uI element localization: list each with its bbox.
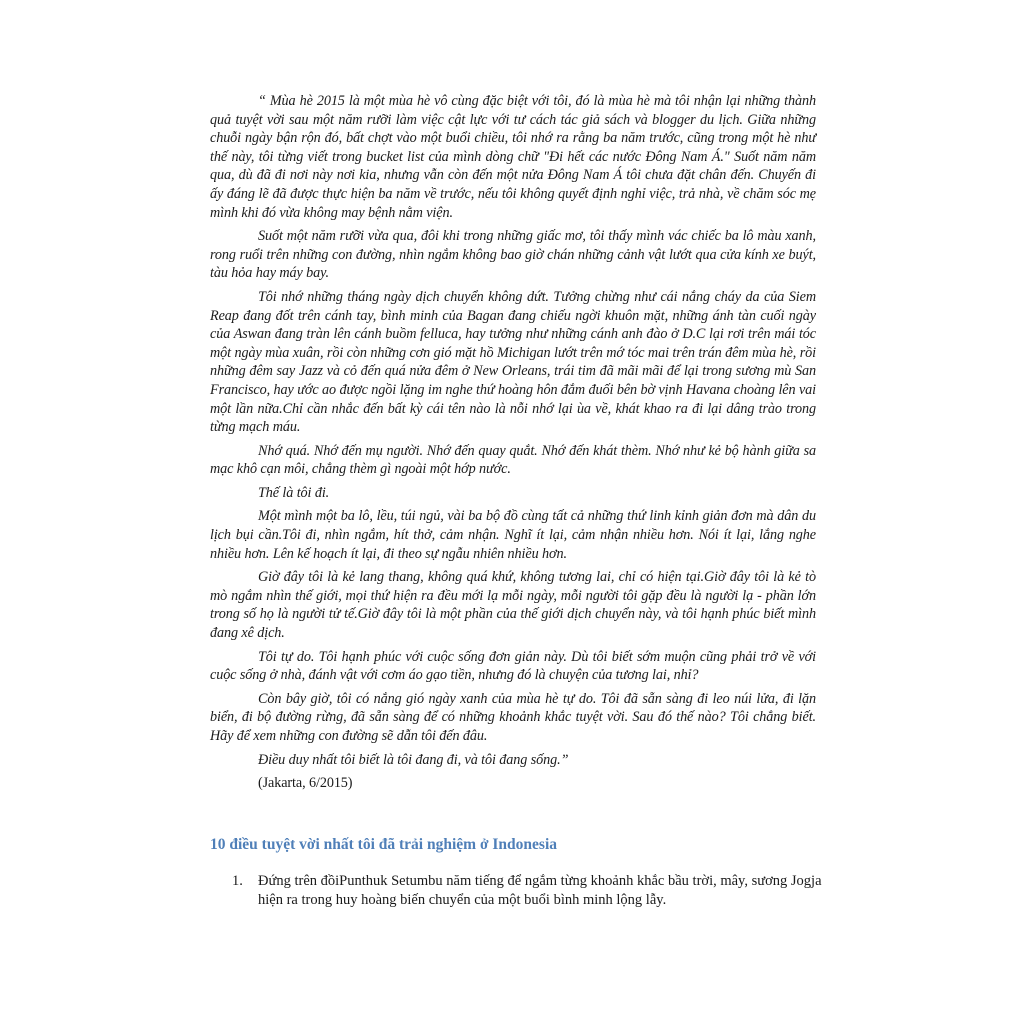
section-heading: 10 điều tuyệt vời nhất tôi đã trải nghiệm ở Indonesia [210,836,558,853]
paragraph: Tôi nhớ những tháng ngày dịch chuyển không dứt. Tưởng chừng như cái nắng cháy da của Siem Reap đang đốt trên cánh tay, bình minh của Bagan đang chiếu ngời khuôn mặt, những ánh tàn cuối ngày của Aswan đang tràn lên cánh buồm felluca, hay tưởng như những cánh anh đào ở D.C lại rơi trên mái tóc một ngày mùa xuân, rồi còn những cơn gió mặt hồ Michigan lướt trên mớ tóc mai trên trán đêm mùa hè, rồi những đêm say Jazz và cỏ đến quá nửa đêm ở New Orleans, trái tim đã mãi mãi để lại trong sương mù San Francisco, hay ước ao được ngồi lặng im nghe thứ hoàng hôn đắm đuối bên bờ vịnh Havana choàng lên vai một lần nữa.Chỉ cần nhắc đến bất kỳ cái tên nào là nỗi nhớ lại ùa về, khát khao ra đi lại dâng trào trong từng mạch máu. [210,288,816,436]
paragraph: Giờ đây tôi là kẻ lang thang, không quá khứ, không tương lai, chỉ có hiện tại.Giờ đây tôi là kẻ tò mò ngắm nhìn thế giới, mọi thứ hiện ra đều mới lạ mỗi ngày, mỗi người tôi gặp đều là người lạ - phần lớn trong số họ là người tử tế.Giờ đây tôi là một phần của thế giới dịch chuyển này, và tôi hạnh phúc biết mình đang xê dịch. [210,569,816,642]
paragraph: Thế là tôi đi. [258,484,330,501]
numbered-list [232,872,822,910]
paragraph: Điều duy nhất tôi biết là tôi đang đi, và tôi đang sống.” [258,751,569,768]
list-item [232,872,822,910]
paragraph: Nhớ quá. Nhớ đến mụ người. Nhớ đến quay quắt. Nhớ đến khát thèm. Nhớ như kẻ bộ hành giữa sa mạc khô cạn môi, chẳng thèm gì ngoài một hớp nước. [210,442,816,478]
paragraph: Còn bây giờ, tôi có nắng gió ngày xanh của mùa hè tự do. Tôi đã sẵn sàng đi leo núi lửa, đi lặn biển, đi bộ đường rừng, đã sẵn sàng để có những khoảnh khắc tuyệt vời. Sau đó thế nào? Tôi chẳng biết. Hãy để xem những con đường sẽ dẫn tôi đến đâu. [210,690,816,744]
paragraph: “ Mùa hè 2015 là một mùa hè vô cùng đặc biệt với tôi, đó là mùa hè mà tôi nhận lại những thành quả tuyệt vời sau một năm rưỡi làm việc cật lực với tư cách tác giả sách và blogger du lịch. Giữa những chuỗi ngày bận rộn đó, bất chợt vào một buổi chiều, tôi nhớ ra rằng ba năm trước, cũng trong một hè như thế này, tôi từng viết trong bucket list của mình dòng chữ "Đi hết các nước Đông Nam Á." Suốt năm năm qua, dù đã đi nơi này nơi kia, nhưng vẫn còn đến một nửa Đông Nam Á tôi chưa đặt chân đến. Chuyến đi ấy đáng lẽ đã được thực hiện ba năm về trước, nếu tôi không quyết định nghỉ việc, trả nhà, về chăm sóc mẹ mình khi đó vừa không may bệnh nằm viện. [210,93,816,221]
paragraph: Một mình một ba lô, lều, túi ngủ, vài ba bộ đồ cùng tất cả những thứ linh kỉnh giản đơn mà dân du lịch bụi cần.Tôi đi, nhìn ngắm, hít thở, cảm nhận. Nghĩ ít lại, cảm nhận nhiều hơn. Nói ít lại, lắng nghe nhiều hơn. Lên kế hoạch ít lại, đi theo sự ngẫu nhiên nhiều hơn. [210,508,816,562]
list-item-text: Đứng trên đồiPunthuk Setumbu năm tiếng để ngắm từng khoảnh khắc bầu trời, mây, sương Jogja hiện ra trong huy hoàng biến chuyển của một buổi bình minh lộng lẫy. [258,873,822,908]
list-item-number: 1. [232,873,243,889]
dateline: (Jakarta, 6/2015) [258,775,353,792]
paragraph: Suốt một năm rưỡi vừa qua, đôi khi trong những giấc mơ, tôi thấy mình vác chiếc ba lô màu xanh, rong ruổi trên những con đường, nhìn ngắm không bao giờ chán những cảnh vật lướt qua cửa kính xe buýt, tàu hỏa hay máy bay. [210,228,816,282]
paragraph: Tôi tự do. Tôi hạnh phúc với cuộc sống đơn giản này. Dù tôi biết sớm muộn cũng phải trở về với cuộc sống ở nhà, đánh vật với cơm áo gạo tiền, nhưng đó là chuyện của tương lai, nhỉ? [210,648,816,684]
body-text [210,92,816,798]
